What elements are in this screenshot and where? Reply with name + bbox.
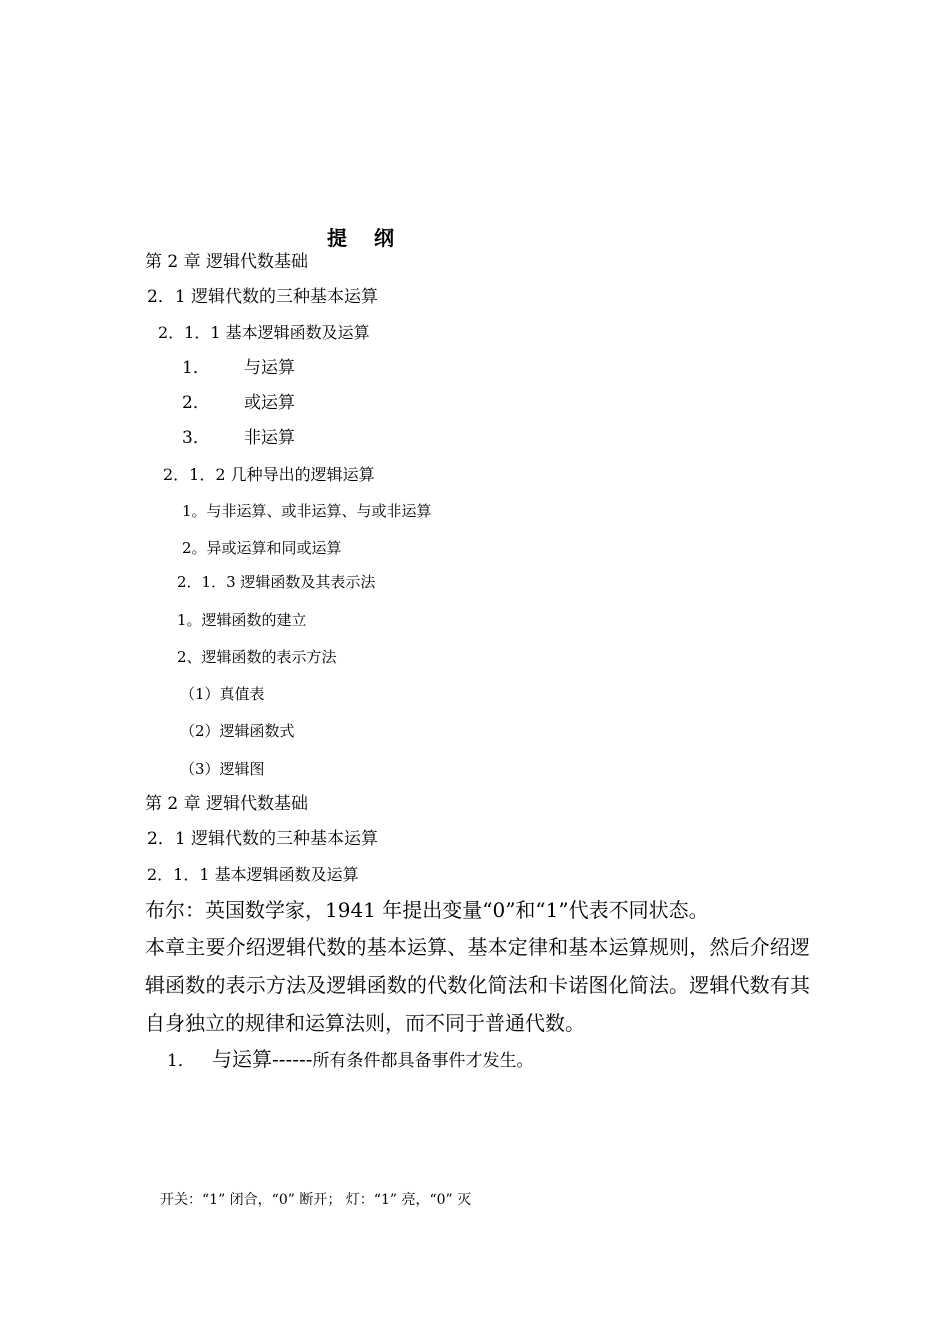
boole-paragraph: 布尔：英国数学家，1941 年提出变量“0”和“1”代表不同状态。 (145, 898, 709, 922)
outline-function-item: 1。逻辑函数的建立 (177, 611, 307, 629)
item-label: 与运算 (244, 358, 295, 378)
body-section-2-1: 2．1 逻辑代数的三种基本运算 (147, 829, 379, 849)
item-number: 1． (182, 358, 210, 378)
outline-title: 提 纲 (327, 226, 404, 250)
switch-light-note: 开关：“1” 闭合，“0” 断开； 灯：“1” 亮，“0” 灭 (160, 1192, 472, 1208)
and-operation-line (167, 1047, 534, 1071)
outline-derived-op-item: 2。异或运算和同或运算 (182, 539, 342, 557)
item-number: 2． (182, 393, 210, 413)
outline-representation-item: （3）逻辑图 (180, 760, 265, 778)
outline-representation-item: （2）逻辑函数式 (180, 722, 295, 740)
outline-section-2-1-3: 2．1．3 逻辑函数及其表示法 (177, 573, 376, 591)
item-number: 1． (167, 1051, 195, 1071)
item-label: 非运算 (244, 428, 295, 448)
outline-section-2-1: 2．1 逻辑代数的三种基本运算 (147, 287, 379, 307)
outline-derived-op-item: 1。与非运算、或非运算、与或非运算 (182, 502, 432, 520)
item-label: 或运算 (244, 393, 295, 413)
outline-basic-op-item (182, 428, 295, 448)
outline-function-item: 2、逻辑函数的表示方法 (177, 648, 337, 666)
and-operation-desc: 所有条件都具备事件才发生。 (312, 1051, 534, 1071)
body-chapter: 第 2 章 逻辑代数基础 (145, 794, 309, 814)
outline-chapter: 第 2 章 逻辑代数基础 (145, 252, 309, 272)
outline-representation-item: （1）真值表 (180, 685, 265, 703)
outline-basic-op-item (182, 358, 295, 378)
outline-section-2-1-1: 2．1．1 基本逻辑函数及运算 (158, 323, 370, 342)
item-number: 3． (182, 428, 210, 448)
outline-section-2-1-2: 2．1．2 几种导出的逻辑运算 (163, 465, 375, 484)
and-operation-label: 与运算------ (212, 1047, 313, 1071)
intro-paragraph: 本章主要介绍逻辑代数的基本运算、基本定律和基本运算规则，然后介绍逻辑函数的表示方法及逻辑函数的代数化简法和卡诺图化简法。逻辑代数有其自身独立的规律和运算法则，而不同于普通代数。 (145, 935, 810, 1035)
body-section-2-1-1: 2．1．1 基本逻辑函数及运算 (147, 865, 359, 884)
outline-basic-op-item (182, 393, 295, 413)
